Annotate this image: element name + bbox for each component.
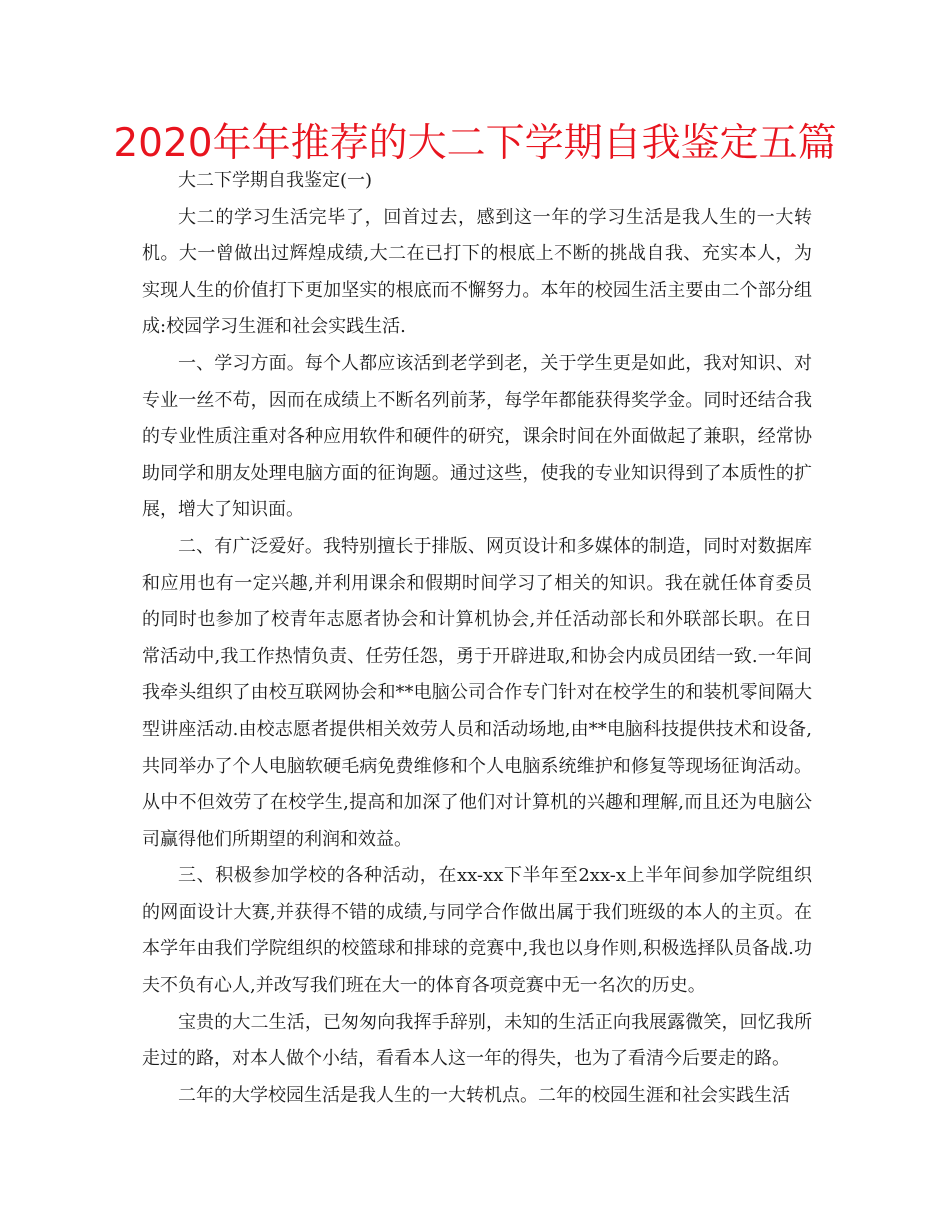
document-title: 2020年年推荐的大二下学期自我鉴定五篇	[113, 121, 837, 166]
paragraph-study: 一、学习方面。每个人都应该活到老学到老，关于学生更是如此，我对知识、对专业一丝不苟，因而在成绩上不断名列前茅，每学年都能获得奖学金。同时还结合我的专业性质注重对各种应用软件和硬件的研究，课余时间在外面做起了兼职，经常协助同学和朋友处理电脑方面的征询题。通过这些，使我的专业知识得到了本质性的扩展，增大了知识面。	[142, 352, 812, 521]
paragraph-turning-point: 二年的大学校园生活是我人生的一大转机点。二年的校园生涯和社会实践生活	[178, 1084, 790, 1106]
paragraph-intro: 大二的学习生活完毕了，回首过去，感到这一年的学习生活是我人生的一大转机。大一曾做出过辉煌成绩,大二在已打下的根底上不断的挑战自我、充实本人，为实现人生的价值打下更加坚实的根底而不懈努力。本年的校园生活主要由二个部分组成:校园学习生涯和社会实践生活.	[142, 206, 812, 338]
paragraph-farewell: 宝贵的大二生活，已匆匆向我挥手辞别，未知的生活正向我展露微笑，回忆我所走过的路，对本人做个小结，看看本人这一年的得失，也为了看清今后要走的路。	[142, 1011, 812, 1070]
document-body	[142, 163, 812, 1114]
paragraph-hobbies: 二、有广泛爱好。我特别擅长于排版、网页设计和多媒体的制造，同时对数据库和应用也有一定兴趣,并利用课余和假期时间学习了相关的知识。我在就任体育委员的同时也参加了校青年志愿者协会和计算机协会,并任活动部长和外联部长职。在日常活动中,我工作热情负责、任劳任怨，勇于开辟进取,和协会内成员团结一致.一年间我牵头组织了由校互联网协会和**电脑公司合作专门针对在校学生的和装机零间隔大型讲座活动.由校志愿者提供相关效劳人员和活动场地,由**电脑科技提供技术和设备,共同举办了个人电脑软硬毛病免费维修和个人电脑系统维护和修复等现场征询活动。从中不但效劳了在校学生,提高和加深了他们对计算机的兴趣和理解,而且还为电脑公司赢得他们所期望的利润和效益。	[142, 535, 812, 850]
section-heading: 大二下学期自我鉴定(一)	[178, 170, 373, 191]
paragraph-activities: 三、积极参加学校的各种活动，在xx-xx下半年至2xx-x上半年间参加学院组织的网面设计大赛,并获得不错的成绩,与同学合作做出属于我们班级的本人的主页。在本学年由我们学院组织的校篮球和排球的竞赛中,我也以身作则,积极选择队员备战.功夫不负有心人,并改写我们班在大一的体育各项竞赛中无一名次的历史。	[142, 865, 812, 997]
